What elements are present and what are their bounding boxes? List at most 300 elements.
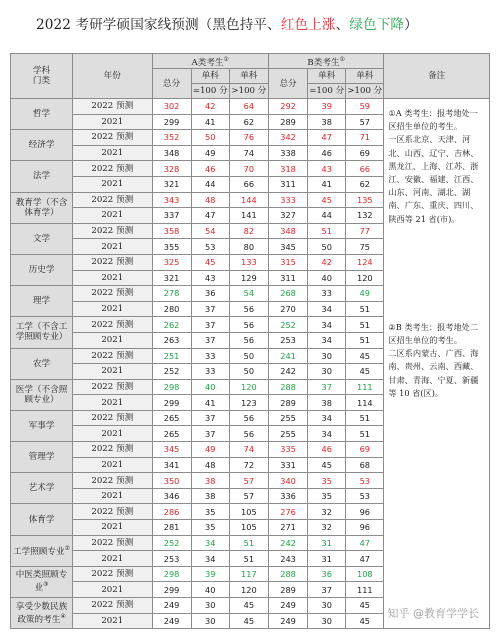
- score-cell: 34: [191, 535, 229, 551]
- score-cell: 47: [346, 535, 384, 551]
- score-cell: 340: [268, 473, 307, 489]
- score-cell: 57: [229, 473, 268, 489]
- score-cell: 348: [152, 145, 191, 161]
- subject-cell: [11, 598, 73, 629]
- header-eq100-b: =100 分: [308, 84, 346, 99]
- header-b-label: B类考生: [307, 57, 340, 68]
- year-cell: 2021: [73, 520, 152, 536]
- subject-cell: [11, 254, 73, 285]
- score-cell: 39: [191, 566, 229, 582]
- score-cell: 111: [346, 582, 384, 598]
- subject-cell: [11, 379, 73, 410]
- score-cell: 62: [229, 114, 268, 130]
- year-cell: 2021: [73, 239, 152, 255]
- score-cell: 311: [268, 176, 307, 192]
- year-cell: 2022 预测: [73, 348, 152, 364]
- score-cell: 255: [268, 426, 307, 442]
- score-cell: 64: [229, 99, 268, 115]
- year-cell: 2021: [73, 457, 152, 473]
- score-cell: 37: [191, 317, 229, 333]
- subject-cell: [11, 223, 73, 254]
- score-cell: 46: [308, 145, 346, 161]
- year-cell: 2022 预测: [73, 504, 152, 520]
- score-cell: 37: [191, 426, 229, 442]
- score-cell: 278: [152, 286, 191, 302]
- score-cell: 280: [152, 301, 191, 317]
- cutoff-table: [10, 53, 490, 629]
- score-cell: 38: [191, 473, 229, 489]
- subject-cell: [11, 192, 73, 223]
- score-cell: 45: [191, 254, 229, 270]
- score-cell: 48: [191, 457, 229, 473]
- score-cell: 281: [152, 520, 191, 536]
- subject-cell: [11, 535, 73, 566]
- score-cell: 53: [346, 473, 384, 489]
- score-cell: 36: [191, 286, 229, 302]
- score-cell: 271: [268, 520, 307, 536]
- subject-cell: [11, 442, 73, 473]
- score-cell: 30: [308, 364, 346, 380]
- score-cell: 34: [308, 410, 346, 426]
- subject-name: 工学照顾专业: [13, 547, 65, 558]
- score-cell: 44: [308, 208, 346, 224]
- score-cell: 241: [268, 348, 307, 364]
- score-cell: 289: [268, 114, 307, 130]
- subject-name: 中医类照顾专业: [15, 570, 68, 594]
- score-cell: 243: [268, 551, 307, 567]
- score-cell: 299: [152, 114, 191, 130]
- year-cell: 2022 预测: [73, 223, 152, 239]
- score-cell: 45: [346, 364, 384, 380]
- score-cell: 331: [268, 457, 307, 473]
- note-a-line: ①A 类考生：报考地处一区招生单位的考生。: [388, 108, 478, 132]
- score-cell: 350: [152, 473, 191, 489]
- score-cell: 321: [152, 176, 191, 192]
- score-cell: 41: [191, 114, 229, 130]
- score-cell: 35: [308, 473, 346, 489]
- score-cell: 35: [191, 520, 229, 536]
- score-cell: 42: [191, 99, 229, 115]
- score-cell: 31: [308, 551, 346, 567]
- score-cell: 249: [152, 613, 191, 629]
- score-cell: 57: [229, 488, 268, 504]
- header-gt100-a: >100 分: [229, 84, 268, 99]
- score-cell: 325: [152, 254, 191, 270]
- score-cell: 54: [191, 223, 229, 239]
- score-cell: 298: [152, 379, 191, 395]
- year-cell: 2022 预测: [73, 130, 152, 146]
- header-single-gt-a: 单科: [229, 69, 268, 84]
- score-cell: 345: [152, 442, 191, 458]
- score-cell: 289: [268, 395, 307, 411]
- year-cell: 2022 预测: [73, 317, 152, 333]
- score-cell: 338: [268, 145, 307, 161]
- header-b-mark: ①: [339, 55, 345, 63]
- year-cell: 2022 预测: [73, 286, 152, 302]
- score-cell: 59: [346, 99, 384, 115]
- subject-mark: ②: [64, 545, 70, 553]
- note-b-line: ②B 类考生：报考地处二区招生单位的考生。: [388, 321, 479, 346]
- subject-name: 农学: [32, 358, 51, 369]
- score-cell: 42: [308, 254, 346, 270]
- score-cell: 129: [229, 270, 268, 286]
- year-cell: 2022 预测: [73, 192, 152, 208]
- score-cell: 124: [346, 254, 384, 270]
- score-cell: 47: [191, 208, 229, 224]
- score-cell: 69: [346, 442, 384, 458]
- score-cell: 253: [268, 332, 307, 348]
- subject-name: 哲学: [32, 109, 51, 120]
- score-cell: 114: [346, 395, 384, 411]
- score-cell: 251: [152, 348, 191, 364]
- score-cell: 40: [308, 270, 346, 286]
- score-cell: 45: [346, 348, 384, 364]
- subject-name: 文学: [32, 233, 51, 244]
- score-cell: 37: [191, 332, 229, 348]
- year-cell: 2021: [73, 208, 152, 224]
- subject-name: 体育学: [28, 514, 55, 525]
- header-total-b: 总分: [268, 69, 307, 99]
- score-cell: 249: [268, 598, 307, 614]
- subject-name: 经济学: [28, 140, 55, 151]
- score-cell: 33: [308, 286, 346, 302]
- score-cell: 336: [268, 488, 307, 504]
- score-cell: 74: [229, 145, 268, 161]
- score-cell: 105: [229, 504, 268, 520]
- watermark: 知乎 @教育学学长: [385, 604, 483, 622]
- year-cell: 2021: [73, 582, 152, 598]
- year-cell: 2021: [73, 332, 152, 348]
- header-total-a: 总分: [152, 69, 191, 99]
- score-cell: 51: [346, 332, 384, 348]
- subject-name: 教育学（不含体育学）: [15, 197, 68, 218]
- score-cell: 38: [308, 114, 346, 130]
- score-cell: 69: [346, 145, 384, 161]
- score-cell: 43: [308, 161, 346, 177]
- subject-name: 法学: [32, 171, 51, 182]
- year-cell: 2022 预测: [73, 566, 152, 582]
- score-cell: 108: [346, 566, 384, 582]
- score-cell: 71: [346, 130, 384, 146]
- score-cell: 337: [152, 208, 191, 224]
- score-cell: 311: [268, 270, 307, 286]
- score-cell: 75: [346, 239, 384, 255]
- score-cell: 253: [152, 551, 191, 567]
- score-cell: 249: [268, 613, 307, 629]
- subject-cell: [11, 99, 73, 130]
- score-cell: 328: [152, 161, 191, 177]
- score-cell: 286: [152, 504, 191, 520]
- score-cell: 358: [152, 223, 191, 239]
- score-cell: 255: [268, 410, 307, 426]
- score-cell: 38: [191, 488, 229, 504]
- score-cell: 343: [152, 192, 191, 208]
- subject-name: 历史学: [28, 265, 55, 276]
- score-cell: 51: [229, 535, 268, 551]
- score-cell: 50: [229, 348, 268, 364]
- score-cell: 50: [308, 239, 346, 255]
- score-cell: 268: [268, 286, 307, 302]
- score-cell: 327: [268, 208, 307, 224]
- year-cell: 2021: [73, 301, 152, 317]
- score-cell: 66: [346, 161, 384, 177]
- score-cell: 276: [268, 504, 307, 520]
- score-cell: 46: [191, 161, 229, 177]
- score-cell: 262: [152, 317, 191, 333]
- score-cell: 45: [308, 192, 346, 208]
- score-cell: 51: [346, 426, 384, 442]
- score-cell: 299: [152, 395, 191, 411]
- score-cell: 141: [229, 208, 268, 224]
- header-year: 年份: [73, 54, 152, 99]
- score-cell: 341: [152, 457, 191, 473]
- header-eq100-a: =100 分: [191, 84, 229, 99]
- note-b: [388, 321, 485, 400]
- score-cell: 342: [268, 130, 307, 146]
- score-cell: 299: [152, 582, 191, 598]
- score-cell: 32: [308, 504, 346, 520]
- subject-cell: [11, 504, 73, 535]
- score-cell: 49: [346, 286, 384, 302]
- score-cell: 45: [308, 457, 346, 473]
- score-cell: 51: [346, 317, 384, 333]
- year-cell: 2021: [73, 270, 152, 286]
- score-cell: 31: [308, 535, 346, 551]
- score-cell: 34: [308, 332, 346, 348]
- score-cell: 82: [229, 223, 268, 239]
- score-cell: 123: [229, 395, 268, 411]
- score-cell: 265: [152, 426, 191, 442]
- subject-mark: ④: [60, 612, 66, 620]
- score-cell: 37: [308, 582, 346, 598]
- score-cell: 62: [346, 176, 384, 192]
- subject-name: 享受少数民族政策的考生: [15, 601, 68, 625]
- score-cell: 333: [268, 192, 307, 208]
- subject-cell: [11, 410, 73, 441]
- year-cell: 2022 预测: [73, 379, 152, 395]
- score-cell: 298: [152, 566, 191, 582]
- year-cell: 2021: [73, 488, 152, 504]
- subject-cell: [11, 161, 73, 192]
- year-cell: 2021: [73, 145, 152, 161]
- score-cell: 265: [152, 410, 191, 426]
- header-a-group: [152, 54, 268, 69]
- subject-cell: [11, 317, 73, 348]
- score-cell: 345: [268, 239, 307, 255]
- score-cell: 45: [229, 613, 268, 629]
- score-cell: 35: [191, 504, 229, 520]
- subject-name: 理学: [32, 296, 51, 307]
- score-cell: 80: [229, 239, 268, 255]
- score-cell: 77: [346, 223, 384, 239]
- score-cell: 41: [308, 176, 346, 192]
- year-cell: 2022 预测: [73, 410, 152, 426]
- score-cell: 32: [308, 520, 346, 536]
- year-cell: 2021: [73, 426, 152, 442]
- score-cell: 288: [268, 379, 307, 395]
- header-note: 备注: [384, 54, 490, 99]
- score-cell: 335: [268, 442, 307, 458]
- score-cell: 120: [229, 582, 268, 598]
- year-cell: 2022 预测: [73, 99, 152, 115]
- header-gt100-b: >100 分: [346, 84, 384, 99]
- score-cell: 30: [308, 598, 346, 614]
- score-cell: 38: [308, 395, 346, 411]
- table-row: [11, 99, 490, 115]
- year-cell: 2021: [73, 364, 152, 380]
- score-cell: 74: [229, 442, 268, 458]
- score-cell: 36: [308, 566, 346, 582]
- year-cell: 2021: [73, 114, 152, 130]
- score-cell: 53: [346, 488, 384, 504]
- score-cell: 133: [229, 254, 268, 270]
- score-cell: 252: [152, 364, 191, 380]
- score-cell: 56: [229, 317, 268, 333]
- score-cell: 40: [191, 582, 229, 598]
- score-cell: 47: [346, 551, 384, 567]
- score-cell: 30: [308, 348, 346, 364]
- score-cell: 40: [191, 379, 229, 395]
- note-a-line: 一区系北京、天津、河北、山西、辽宁、吉林、黑龙江、上海、江苏、浙江、安徽、福建、江西、山东、河南、湖北、湖南、广东、重庆、四川、陕西等 21 省(市)。: [388, 134, 479, 224]
- header-single-gt-b: 单科: [346, 69, 384, 84]
- score-cell: 76: [229, 130, 268, 146]
- score-cell: 302: [152, 99, 191, 115]
- score-cell: 96: [346, 520, 384, 536]
- score-cell: 34: [308, 301, 346, 317]
- score-cell: 57: [346, 114, 384, 130]
- note-a: [388, 107, 485, 226]
- score-cell: 242: [268, 535, 307, 551]
- subject-name: 医学（不含照顾专业）: [15, 384, 68, 405]
- score-cell: 37: [308, 379, 346, 395]
- page-title: 2022 考研学硕国家线预测（黑色持平、红色上涨、绿色下降）: [36, 17, 418, 33]
- header-a-mark: ①: [223, 55, 229, 63]
- score-cell: 51: [308, 223, 346, 239]
- subject-cell: [11, 348, 73, 379]
- score-cell: 56: [229, 301, 268, 317]
- score-cell: 315: [268, 254, 307, 270]
- subject-name: 军事学: [28, 420, 55, 431]
- year-cell: 2022 预测: [73, 535, 152, 551]
- year-cell: 2022 预测: [73, 254, 152, 270]
- year-cell: 2022 预测: [73, 442, 152, 458]
- score-cell: 33: [191, 364, 229, 380]
- year-cell: 2021: [73, 551, 152, 567]
- score-cell: 30: [191, 613, 229, 629]
- score-cell: 45: [229, 598, 268, 614]
- score-cell: 56: [229, 410, 268, 426]
- score-cell: 352: [152, 130, 191, 146]
- header-single-eq-b: 单科: [308, 69, 346, 84]
- note-cell: [384, 99, 490, 629]
- score-cell: 252: [268, 317, 307, 333]
- score-cell: 346: [152, 488, 191, 504]
- subject-name: 管理学: [28, 452, 55, 463]
- score-cell: 56: [229, 332, 268, 348]
- score-cell: 53: [191, 239, 229, 255]
- score-cell: 56: [229, 426, 268, 442]
- score-cell: 51: [346, 410, 384, 426]
- score-cell: 144: [229, 192, 268, 208]
- score-cell: 50: [191, 130, 229, 146]
- subject-name: 艺术学: [28, 483, 55, 494]
- subject-cell: [11, 286, 73, 317]
- score-cell: 37: [191, 410, 229, 426]
- score-cell: 120: [346, 270, 384, 286]
- subject-cell: [11, 473, 73, 504]
- score-cell: 45: [346, 598, 384, 614]
- score-cell: 289: [268, 582, 307, 598]
- subject-cell: [11, 130, 73, 161]
- score-cell: 321: [152, 270, 191, 286]
- score-cell: 355: [152, 239, 191, 255]
- year-cell: 2021: [73, 395, 152, 411]
- score-cell: 242: [268, 364, 307, 380]
- year-cell: 2022 预测: [73, 161, 152, 177]
- score-cell: 51: [229, 551, 268, 567]
- score-cell: 70: [229, 161, 268, 177]
- score-cell: 132: [346, 208, 384, 224]
- header-b-group: [268, 54, 383, 69]
- score-cell: 45: [346, 613, 384, 629]
- year-cell: 2022 预测: [73, 473, 152, 489]
- header-subject: 学科 门类: [11, 54, 73, 99]
- subject-cell: [11, 566, 73, 597]
- score-cell: 292: [268, 99, 307, 115]
- score-cell: 270: [268, 301, 307, 317]
- score-cell: 43: [191, 270, 229, 286]
- score-cell: 111: [346, 379, 384, 395]
- score-cell: 66: [229, 176, 268, 192]
- score-cell: 34: [308, 317, 346, 333]
- score-cell: 117: [229, 566, 268, 582]
- score-cell: 41: [191, 395, 229, 411]
- subject-mark: ③: [43, 581, 49, 589]
- score-cell: 49: [191, 442, 229, 458]
- score-cell: 50: [229, 364, 268, 380]
- header-single-eq-a: 单科: [191, 69, 229, 84]
- score-cell: 135: [346, 192, 384, 208]
- score-cell: 72: [229, 457, 268, 473]
- header-a-label: A类考生: [191, 57, 224, 68]
- score-cell: 96: [346, 504, 384, 520]
- score-cell: 44: [191, 176, 229, 192]
- year-cell: 2021: [73, 176, 152, 192]
- score-cell: 348: [268, 223, 307, 239]
- note-b-line: 二区系内蒙古、广西、海南、贵州、云南、西藏、甘肃、青海、宁夏、新疆等 10 省(区)。: [388, 348, 479, 398]
- score-cell: 39: [308, 99, 346, 115]
- score-cell: 37: [191, 301, 229, 317]
- year-cell: 2022 预测: [73, 598, 152, 614]
- score-cell: 34: [191, 551, 229, 567]
- score-cell: 30: [191, 598, 229, 614]
- score-cell: 51: [346, 301, 384, 317]
- score-cell: 30: [308, 613, 346, 629]
- score-cell: 318: [268, 161, 307, 177]
- score-cell: 33: [191, 348, 229, 364]
- score-cell: 68: [346, 457, 384, 473]
- score-cell: 263: [152, 332, 191, 348]
- score-cell: 34: [308, 426, 346, 442]
- year-cell: 2021: [73, 613, 152, 629]
- score-cell: 48: [191, 192, 229, 208]
- subject-name: 工学（不含工学照顾专业）: [15, 322, 68, 343]
- score-cell: 252: [152, 535, 191, 551]
- score-cell: 288: [268, 566, 307, 582]
- score-cell: 249: [152, 598, 191, 614]
- score-cell: 54: [229, 286, 268, 302]
- score-cell: 105: [229, 520, 268, 536]
